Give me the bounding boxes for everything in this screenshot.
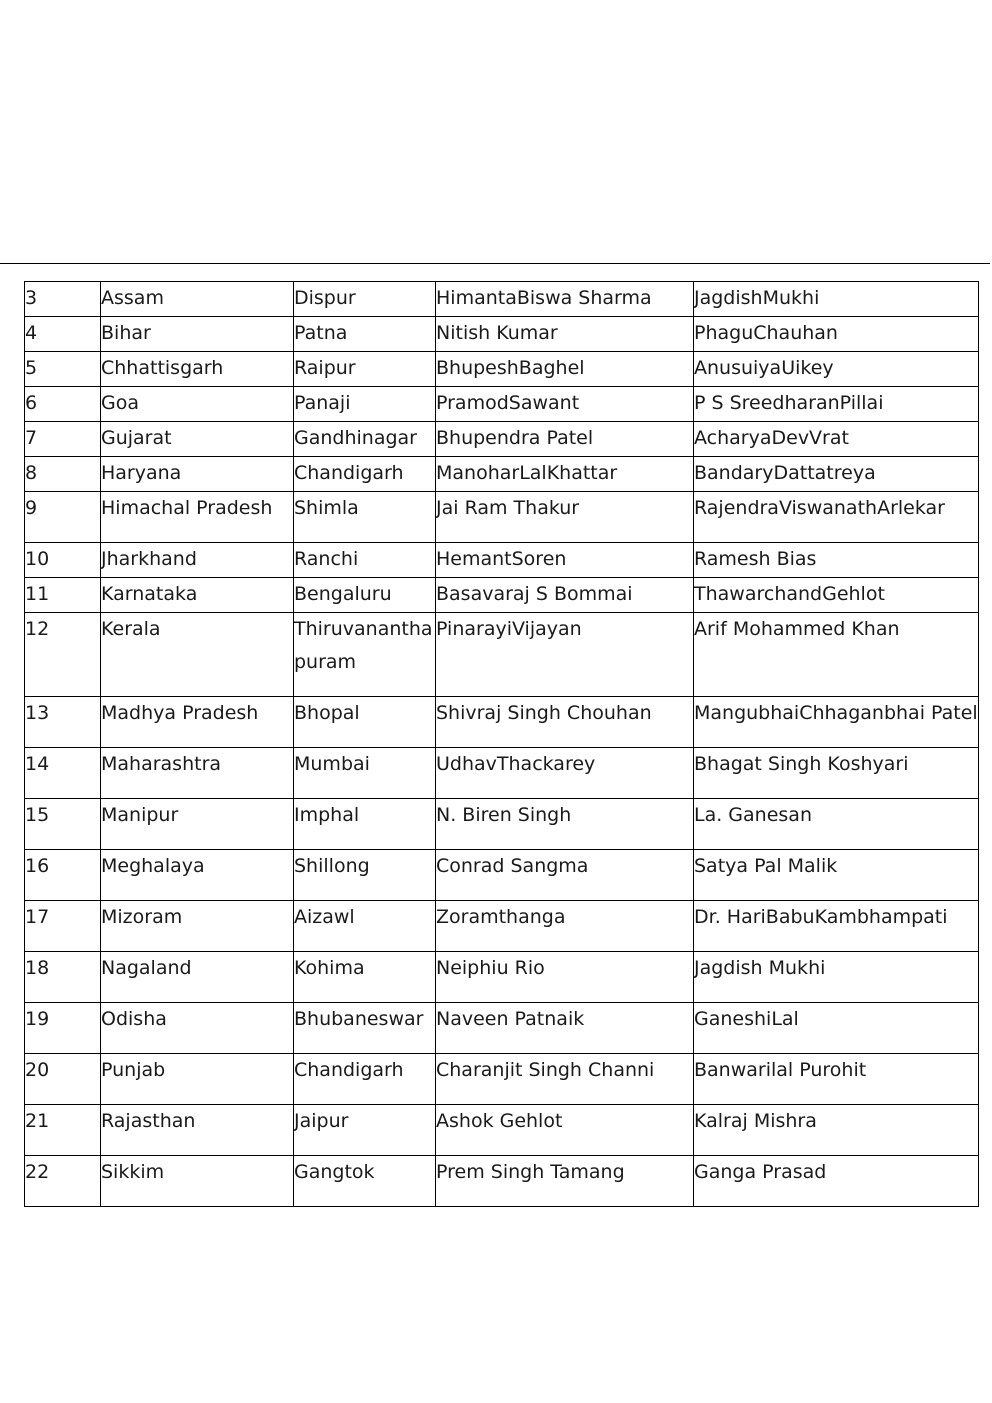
- table-row: [25, 457, 979, 492]
- governor-cell: Dr. HariBabuKambhampati: [694, 901, 979, 952]
- table-row: [25, 1105, 979, 1156]
- capital-cell: Chandigarh: [294, 457, 436, 492]
- chief-minister-cell: Neiphiu Rio: [436, 952, 694, 1003]
- chief-minister-cell: Charanjit Singh Channi: [436, 1054, 694, 1105]
- chief-minister-cell: Ashok Gehlot: [436, 1105, 694, 1156]
- governor-cell: RajendraViswanathArlekar: [694, 492, 979, 543]
- state-cell: Odisha: [101, 1003, 294, 1054]
- serial-number-cell: 21: [25, 1105, 101, 1156]
- capital-cell: Shimla: [294, 492, 436, 543]
- serial-number-cell: 11: [25, 578, 101, 613]
- governor-cell: La. Ganesan: [694, 799, 979, 850]
- state-cell: Rajasthan: [101, 1105, 294, 1156]
- capital-cell: Bengaluru: [294, 578, 436, 613]
- capital-cell: Aizawl: [294, 901, 436, 952]
- chief-minister-cell: PinarayiVijayan: [436, 613, 694, 697]
- chief-minister-cell: Jai Ram Thakur: [436, 492, 694, 543]
- capital-cell: Chandigarh: [294, 1054, 436, 1105]
- chief-minister-cell: Prem Singh Tamang: [436, 1156, 694, 1207]
- state-cell: Jharkhand: [101, 543, 294, 578]
- table-row: [25, 282, 979, 317]
- capital-cell: Gangtok: [294, 1156, 436, 1207]
- capital-cell: Bhopal: [294, 697, 436, 748]
- serial-number-cell: 19: [25, 1003, 101, 1054]
- state-cell: Himachal Pradesh: [101, 492, 294, 543]
- chief-minister-cell: UdhavThackarey: [436, 748, 694, 799]
- governor-cell: Banwarilal Purohit: [694, 1054, 979, 1105]
- table-row: [25, 1156, 979, 1207]
- table-row: [25, 697, 979, 748]
- serial-number-cell: 9: [25, 492, 101, 543]
- table-row: [25, 387, 979, 422]
- capital-cell: Shillong: [294, 850, 436, 901]
- serial-number-cell: 14: [25, 748, 101, 799]
- capital-cell: Mumbai: [294, 748, 436, 799]
- chief-minister-cell: PramodSawant: [436, 387, 694, 422]
- table-row: [25, 613, 979, 697]
- table-row: [25, 317, 979, 352]
- capital-cell: Jaipur: [294, 1105, 436, 1156]
- chief-minister-cell: HimantaBiswa Sharma: [436, 282, 694, 317]
- serial-number-cell: 15: [25, 799, 101, 850]
- state-cell: Haryana: [101, 457, 294, 492]
- table-row: [25, 492, 979, 543]
- serial-number-cell: 4: [25, 317, 101, 352]
- chief-minister-cell: BhupeshBaghel: [436, 352, 694, 387]
- state-cell: Mizoram: [101, 901, 294, 952]
- capital-cell: Gandhinagar: [294, 422, 436, 457]
- state-cell: Punjab: [101, 1054, 294, 1105]
- capital-cell: Ranchi: [294, 543, 436, 578]
- chief-minister-cell: Shivraj Singh Chouhan: [436, 697, 694, 748]
- serial-number-cell: 17: [25, 901, 101, 952]
- table-row: [25, 850, 979, 901]
- chief-minister-cell: Naveen Patnaik: [436, 1003, 694, 1054]
- state-cell: Manipur: [101, 799, 294, 850]
- state-cell: Nagaland: [101, 952, 294, 1003]
- serial-number-cell: 16: [25, 850, 101, 901]
- governor-cell: P S SreedharanPillai: [694, 387, 979, 422]
- governor-cell: Bhagat Singh Koshyari: [694, 748, 979, 799]
- serial-number-cell: 7: [25, 422, 101, 457]
- governor-cell: BandaryDattatreya: [694, 457, 979, 492]
- governor-cell: Arif Mohammed Khan: [694, 613, 979, 697]
- governor-cell: AnusuiyaUikey: [694, 352, 979, 387]
- capital-cell: Kohima: [294, 952, 436, 1003]
- state-cell: Maharashtra: [101, 748, 294, 799]
- state-cell: Karnataka: [101, 578, 294, 613]
- table-row: [25, 543, 979, 578]
- table-row: [25, 352, 979, 387]
- chief-minister-cell: N. Biren Singh: [436, 799, 694, 850]
- state-cell: Assam: [101, 282, 294, 317]
- table-row: [25, 578, 979, 613]
- capital-cell: Bhubaneswar: [294, 1003, 436, 1054]
- state-cell: Sikkim: [101, 1156, 294, 1207]
- serial-number-cell: 8: [25, 457, 101, 492]
- table-row: [25, 799, 979, 850]
- serial-number-cell: 13: [25, 697, 101, 748]
- state-cell: Madhya Pradesh: [101, 697, 294, 748]
- governor-cell: ThawarchandGehlot: [694, 578, 979, 613]
- governor-cell: Kalraj Mishra: [694, 1105, 979, 1156]
- serial-number-cell: 18: [25, 952, 101, 1003]
- table-row: [25, 901, 979, 952]
- serial-number-cell: 5: [25, 352, 101, 387]
- governor-cell: Ramesh Bias: [694, 543, 979, 578]
- capital-cell: Raipur: [294, 352, 436, 387]
- capital-cell: Patna: [294, 317, 436, 352]
- state-cell: Gujarat: [101, 422, 294, 457]
- governor-cell: Satya Pal Malik: [694, 850, 979, 901]
- chief-minister-cell: Basavaraj S Bommai: [436, 578, 694, 613]
- capital-cell: [294, 613, 436, 697]
- chief-minister-cell: Conrad Sangma: [436, 850, 694, 901]
- table-row: [25, 952, 979, 1003]
- serial-number-cell: 20: [25, 1054, 101, 1105]
- table-row: [25, 1054, 979, 1105]
- governor-cell: MangubhaiChhaganbhai Patel: [694, 697, 979, 748]
- table-row: [25, 1003, 979, 1054]
- serial-number-cell: 22: [25, 1156, 101, 1207]
- capital-cell: Imphal: [294, 799, 436, 850]
- state-cell: Goa: [101, 387, 294, 422]
- states-table: [24, 281, 979, 1207]
- governor-cell: Ganga Prasad: [694, 1156, 979, 1207]
- chief-minister-cell: ManoharLalKhattar: [436, 457, 694, 492]
- chief-minister-cell: Nitish Kumar: [436, 317, 694, 352]
- governor-cell: AcharyaDevVrat: [694, 422, 979, 457]
- state-cell: Meghalaya: [101, 850, 294, 901]
- chief-minister-cell: HemantSoren: [436, 543, 694, 578]
- chief-minister-cell: Zoramthanga: [436, 901, 694, 952]
- state-cell: Kerala: [101, 613, 294, 697]
- header-rule: [0, 263, 990, 264]
- serial-number-cell: 12: [25, 613, 101, 697]
- table-row: [25, 422, 979, 457]
- capital-cell: Panaji: [294, 387, 436, 422]
- serial-number-cell: 3: [25, 282, 101, 317]
- state-cell: Bihar: [101, 317, 294, 352]
- serial-number-cell: 10: [25, 543, 101, 578]
- governor-cell: Jagdish Mukhi: [694, 952, 979, 1003]
- capital-line-2: puram: [294, 651, 357, 673]
- governor-cell: PhaguChauhan: [694, 317, 979, 352]
- state-cell: Chhattisgarh: [101, 352, 294, 387]
- table-row: [25, 748, 979, 799]
- capital-line-1: Thiruvanantha: [294, 618, 433, 640]
- capital-cell: Dispur: [294, 282, 436, 317]
- serial-number-cell: 6: [25, 387, 101, 422]
- chief-minister-cell: Bhupendra Patel: [436, 422, 694, 457]
- governor-cell: GaneshiLal: [694, 1003, 979, 1054]
- governor-cell: JagdishMukhi: [694, 282, 979, 317]
